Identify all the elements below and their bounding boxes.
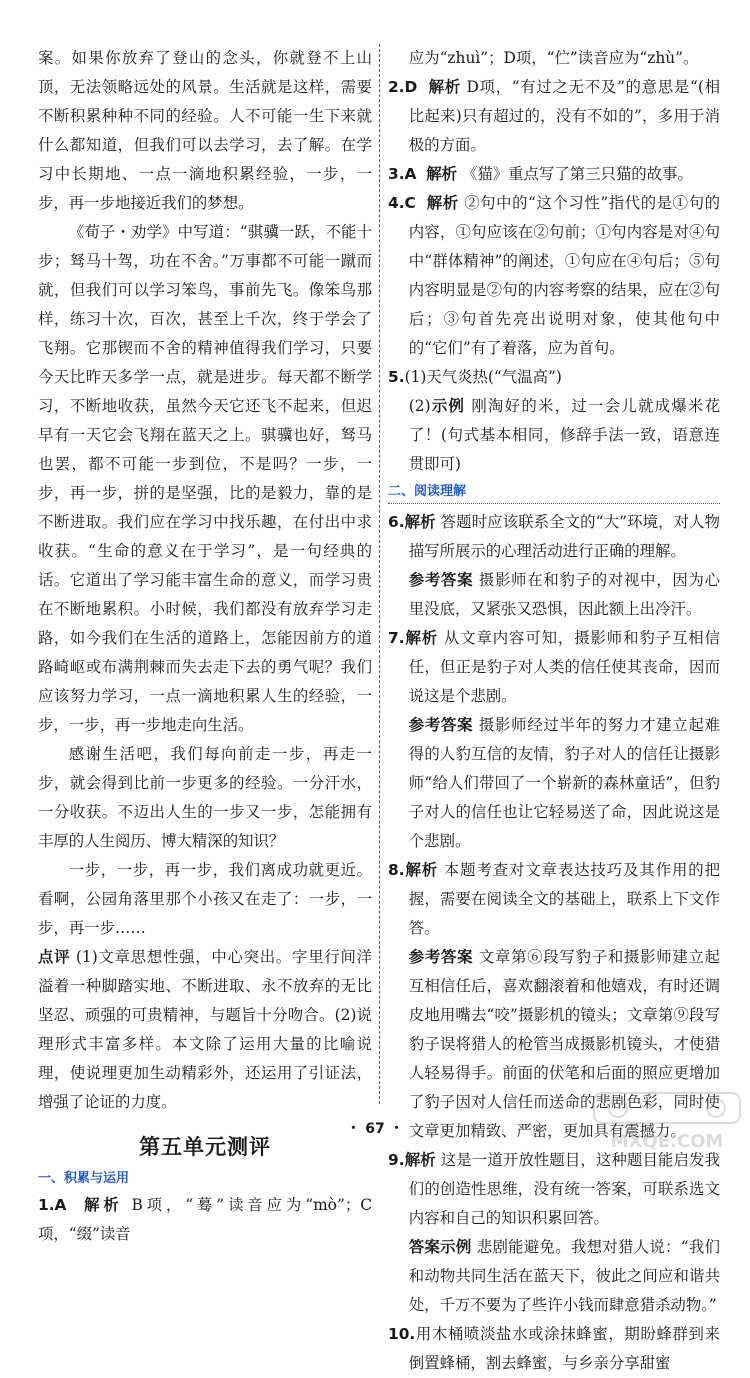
question-4 xyxy=(388,189,720,363)
question-1-label: 解析 xyxy=(84,1196,123,1214)
question-3-label: 解析 xyxy=(426,165,458,183)
question-4-label: 解析 xyxy=(426,194,459,212)
question-7-answer-text: 摄影师经过半年的努力才建立起难得的人豹互信的友情，豹子对人的信任让摄影师“给人们带回了一个崭新的森林童话”，但豹子对人的信任也让它轻易送了命，因此说这是个悲剧。 xyxy=(408,716,720,850)
question-8-answer-text: 文章第⑥段写豹子和摄影师建立起互相信任后，喜欢翻滚着和他嬉戏，有时还调皮地用嘴去“咬”摄影机的镜头；文章第⑨段写豹子误将猎人的枪管当成摄影机镜头，才使猎人轻易得手。前面的伏笔和后面的照应更增加了豹子因对人信任而送命的悲剧色彩，同时使文章更加精致、严密，更加具有震撼力。 xyxy=(408,948,720,1140)
essay-paragraph-1: 案。如果你放弃了登山的念头，你就登不上山顶，无法领略远处的风景。生活就是这样，需要不断积累种种不同的经验。人不可能一生下来就什么都知道，但我们可以去学习，去了解。在学习中长期地、一点一滴地积累经验，一步，一步，再一步地接近我们的梦想。 xyxy=(38,49,372,212)
question-2 xyxy=(388,73,720,160)
essay-paragraph-4: 一步，一步，再一步，我们离成功就更近。看啊，公园角落里那个小孩又在走了：一步，一步，再一步…… xyxy=(38,861,372,937)
question-9-answer-label: 答案示例 xyxy=(408,1238,472,1256)
question-7-answer xyxy=(388,711,720,856)
question-5-part-2-prefix: (2) xyxy=(408,397,431,415)
unit-title: 第五单元测评 xyxy=(139,1135,271,1159)
question-5-part-2-text: 刚淘好的米，过一会儿就成爆米花了！(句式基本相同，修辞手法一致，语意连贯即可) xyxy=(408,397,720,473)
question-5-number: 5. xyxy=(388,368,405,386)
question-7-text: 从文章内容可知，摄影师和豹子互相信任，但正是豹子对人类的信任使其丧命，因而说这是个悲剧。 xyxy=(408,629,720,705)
question-8-text: 本题考查对文章表达技巧及其作用的把握，需要在阅读全文的基础上，联系上下文作答。 xyxy=(408,861,720,937)
question-3-text: 《猫》重点写了第三只猫的故事。 xyxy=(461,165,693,183)
essay-paragraph-2: 《荀子・劝学》中写道：“骐骥一跃，不能十步；驽马十驾，功在不舍。”万事都不可能一蹴而就，但我们可以学习笨鸟，事前先飞。像笨鸟那样，练习十次，百次，甚至上千次，终于学会了飞翔。它那锲而不舍的精神值得我们学习，只要今天比昨天多学一点，就是进步。每天都不断学习，不断地收获，虽然今天它还飞不起来，但迟早有一天它会飞翔在蓝天之上。骐骥也好，驽马也罢，都不可能一步到位，不是吗？一步，一步，再一步，拼的是坚强，比的是毅力，靠的是不断进取。我们应在学习中找乐趣，在付出中求收获。“生命的意义在于学习”，是一句经典的话。它道出了学习能丰富生命的意义，而学习贵在不断地累积。小时候，我们都没有放弃学习走路，如今我们在生活的道路上，怎能因前方的道路崎岖或布满荆棘而失去走下去的勇气呢？我们应该努力学习，一点一滴地积累人生的经验，一步，一步，再一步地走向生活。 xyxy=(38,223,372,734)
question-9-answer xyxy=(388,1233,720,1320)
question-1-continued: 应为“zhuì”；D项，“伫”读音应为“zhù”。 xyxy=(408,49,699,67)
question-1-start xyxy=(38,1191,372,1249)
question-8-label: 解析 xyxy=(404,861,439,879)
question-6-answer xyxy=(388,566,720,624)
question-2-number: 2.D xyxy=(388,78,418,96)
question-1-number: 1.A xyxy=(38,1196,67,1214)
question-7-label: 解析 xyxy=(404,629,439,647)
comment-label: 点评 xyxy=(38,948,71,966)
question-6-number: 6. xyxy=(388,513,405,531)
column-divider xyxy=(379,44,380,1104)
question-10 xyxy=(388,1320,736,1378)
section-heading-reading: 二、阅读理解 xyxy=(388,481,720,504)
question-6-answer-text: 摄影师在和豹子的对视中，因为心里没底，又紧张又恐惧，因此额上出冷汗。 xyxy=(408,571,720,618)
question-7-answer-label: 参考答案 xyxy=(408,716,474,734)
question-9 xyxy=(388,1146,720,1233)
left-column xyxy=(38,44,372,1249)
question-10-text: 用木桶喷淡盐水或涂抹蜂蜜，期盼蜂群到来 倒置蜂桶，割去蜂蜜，与乡亲分享甜蜜 xyxy=(408,1325,736,1372)
question-3 xyxy=(388,160,720,189)
section-heading-accumulation: 一、积累与运用 xyxy=(38,1171,130,1186)
question-7-number: 7. xyxy=(388,629,405,647)
question-5-part-1: (1)天气炎热(“气温高”) xyxy=(404,368,562,386)
question-6 xyxy=(388,508,720,566)
question-6-label: 解析 xyxy=(404,513,436,531)
right-column xyxy=(388,44,736,1378)
question-8-number: 8. xyxy=(388,861,405,879)
question-8 xyxy=(388,856,720,943)
question-4-text: ②句中的“这个习性”指代的是①句的内容，①句应该在②句前；①句内容是对④句中“群体精神”的阐述，①句应在④句后；⑤句内容明显是②句的内容考察的结果，应在②句后；③句首先亮出说明对象，使其他句中的“它们”有了着落，应为首句。 xyxy=(408,194,720,357)
question-2-label: 解析 xyxy=(428,78,461,96)
question-3-number: 3.A xyxy=(388,165,417,183)
question-5-example-label: 示例 xyxy=(430,397,466,415)
question-9-answer-text: 悲剧能避免。我想对猎人说：“我们和动物共同生活在蓝天下，彼此之间应和谐共处，千万不要为了些许小钱而肆意猎杀动物。” xyxy=(408,1238,720,1314)
essay-comment xyxy=(38,943,372,1117)
question-9-text: 这是一道开放性题目，这种题目能启发我们的创造性思维，没有统一答案，可联系选文内容和自己的知识积累回答。 xyxy=(408,1151,720,1227)
question-4-number: 4.C xyxy=(388,194,416,212)
question-5-part-2 xyxy=(388,392,720,479)
question-9-number: 9. xyxy=(388,1151,405,1169)
question-2-text: D项，“有过之无不及”的意思是“(相比起来)只有超过的，没有不如的”，多用于消极的方面。 xyxy=(408,78,720,154)
question-10-number: 10. xyxy=(388,1325,416,1343)
question-8-answer-label: 参考答案 xyxy=(408,948,474,966)
question-7 xyxy=(388,624,720,711)
comment-text: (1)文章思想性强，中心突出。字里行间洋溢着一种脚踏实地、不断进取、永不放弃的无比坚忍、顽强的可贵精神，与题旨十分吻合。(2)说理形式丰富多样。本文除了运用大量的比喻说理，使说理更加生动精彩外，还运用了引证法，增强了论证的力度。 xyxy=(38,948,372,1111)
question-6-answer-label: 参考答案 xyxy=(408,571,474,589)
question-9-label: 解析 xyxy=(404,1151,436,1169)
page-number: ・ 67 ・ xyxy=(346,1121,404,1137)
question-5 xyxy=(388,363,720,392)
question-6-text: 答题时应该联系全文的“大”环境，对人物描写所展示的心理活动进行正确的理解。 xyxy=(408,513,720,560)
watermark-text: MXQE.COM xyxy=(610,1131,724,1152)
essay-paragraph-3: 感谢生活吧，我们每向前走一步，再走一步，就会得到比前一步更多的经验。一分汗水，一分收获。不迈出人生的一步又一步，怎能拥有丰厚的人生阅历、博大精深的知识？ xyxy=(38,745,372,850)
watermark-logo xyxy=(592,1089,742,1155)
question-1-text: B项，“蓦”读音应为“mò”；C项，“缀”读音 xyxy=(38,1196,372,1243)
